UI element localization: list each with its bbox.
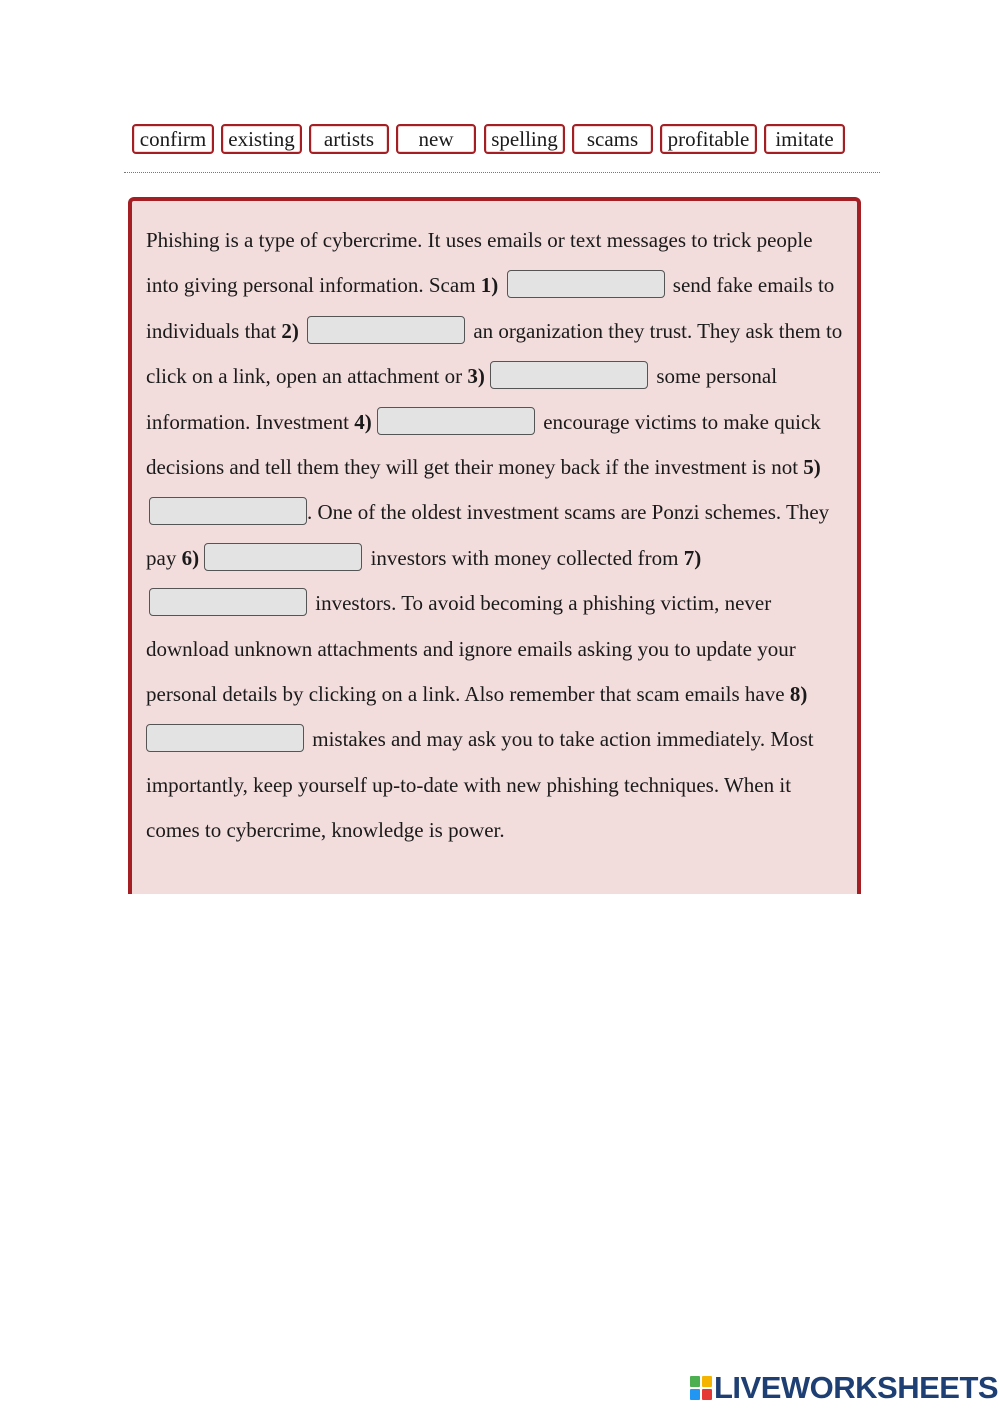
word-chip-scams[interactable]: scams bbox=[572, 124, 653, 154]
word-chip-profitable[interactable]: profitable bbox=[660, 124, 757, 154]
passage-segment: . One of the oldest investment scams are Ponzi schemes. They pay bbox=[146, 500, 830, 570]
passage-segment: mistakes and may ask you to take action immediately. Most importantly, keep yourself up-to-date with new phishing techniques. When it comes to cybercrime, knowledge is power. bbox=[146, 727, 814, 843]
answer-gap-5[interactable] bbox=[149, 497, 307, 525]
gap-number-1: 1) bbox=[480, 273, 499, 298]
passage-segment: investors with money collected from bbox=[370, 545, 679, 570]
passage-segment: some personal information. Investment bbox=[146, 364, 778, 434]
word-bank bbox=[124, 120, 880, 173]
answer-gap-6[interactable] bbox=[204, 543, 362, 571]
logo-wordmark: LIVEWORKSHEETS bbox=[714, 1370, 999, 1405]
gap-number-7: 7) bbox=[683, 545, 702, 570]
passage-segment: an organization they trust. They ask them to click on a link, open an attachment or bbox=[146, 318, 843, 389]
word-chip-existing[interactable]: existing bbox=[221, 124, 302, 154]
gap-number-2: 2) bbox=[281, 318, 299, 343]
answer-gap-8[interactable] bbox=[146, 724, 304, 752]
exercise-panel bbox=[128, 197, 861, 894]
word-chip-new[interactable]: new bbox=[396, 124, 476, 154]
gap-number-3: 3) bbox=[467, 364, 485, 389]
gap-number-8: 8) bbox=[789, 682, 808, 707]
gap-number-4: 4) bbox=[354, 409, 372, 434]
gap-number-5: 5) bbox=[803, 455, 821, 480]
passage-segment: encourage victims to make quick decisions and tell them they will get their money back if the investment is not bbox=[146, 409, 821, 480]
liveworksheets-logo-icon bbox=[690, 1376, 712, 1400]
answer-gap-2[interactable] bbox=[307, 316, 465, 344]
word-chip-artists[interactable]: artists bbox=[309, 124, 389, 154]
answer-gap-7[interactable] bbox=[149, 588, 307, 616]
word-chip-confirm[interactable]: confirm bbox=[132, 124, 214, 154]
liveworksheets-logo bbox=[690, 1371, 998, 1405]
passage-text bbox=[146, 218, 846, 854]
gap-number-6: 6) bbox=[181, 545, 200, 570]
answer-gap-4[interactable] bbox=[377, 407, 535, 435]
passage-segment: investors. To avoid becoming a phishing victim, never download unknown attachments and ignore emails asking you to update your personal details by clicking on a link. Also remember that scam emails have bbox=[146, 591, 796, 707]
answer-gap-1[interactable] bbox=[507, 270, 665, 298]
passage-segment: send fake emails to individuals that bbox=[146, 273, 835, 343]
word-chip-spelling[interactable]: spelling bbox=[484, 124, 565, 154]
word-chip-imitate[interactable]: imitate bbox=[764, 124, 845, 154]
passage-segment: Phishing is a type of cybercrime. It uses emails or text messages to trick people into giving personal information. Scam bbox=[146, 228, 813, 298]
answer-gap-3[interactable] bbox=[490, 361, 648, 389]
